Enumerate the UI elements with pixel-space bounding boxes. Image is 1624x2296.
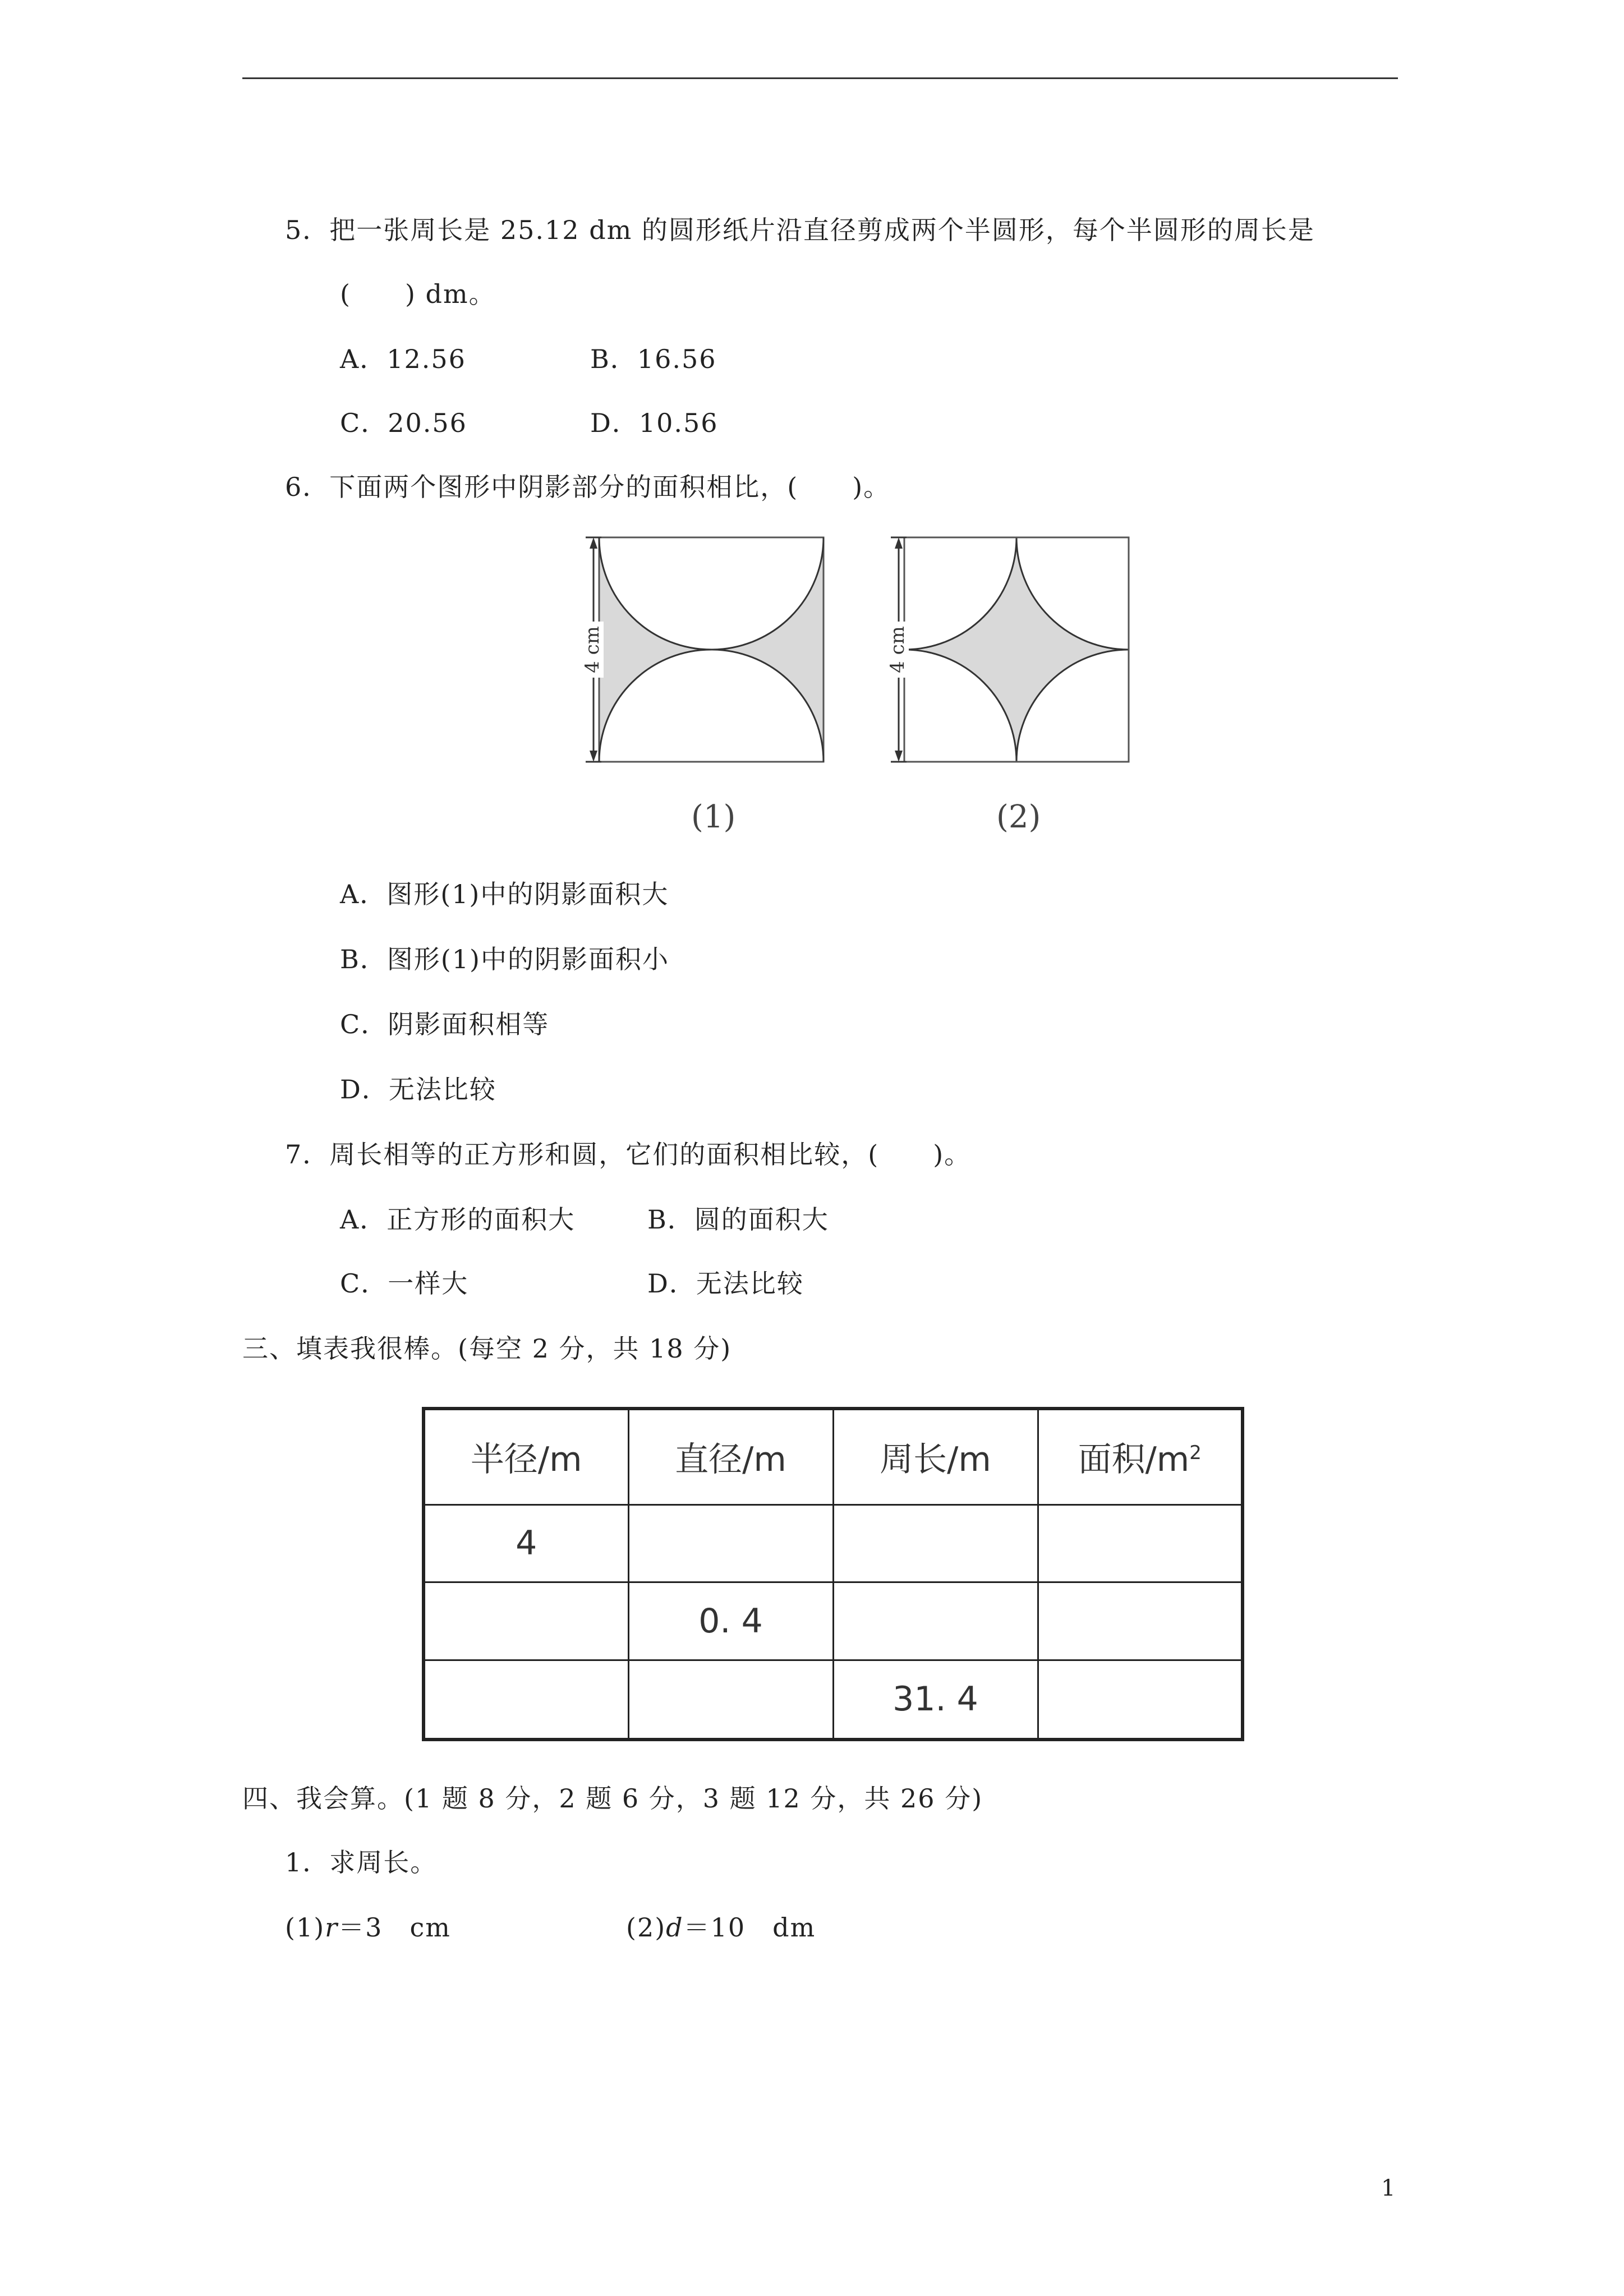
q7-stem: 7．周长相等的正方形和圆，它们的面积相比较，( )。 — [285, 1139, 972, 1170]
q6-option-a[interactable]: A．图形(1)中的阴影面积大 — [340, 879, 669, 909]
section3-heading: 三、填表我很棒。(每空 2 分，共 18 分) — [242, 1333, 732, 1364]
figure-2 — [871, 532, 1140, 767]
q6-stem: 6．下面两个图形中阴影部分的面积相比，( )。 — [285, 472, 891, 502]
sub2-rest: ＝10 dm — [683, 1912, 816, 1943]
sub2-prefix: (2) — [626, 1912, 666, 1943]
sub1-rest: ＝3 cm — [338, 1912, 451, 1943]
table-cell[interactable] — [833, 1582, 1038, 1660]
section4-q1: 1．求周长。 — [285, 1847, 438, 1878]
q5-option-a[interactable]: A．12.56 — [340, 344, 466, 374]
table-cell[interactable] — [1038, 1504, 1243, 1582]
q5-stem-line1: 5．把一张周长是 25.12 dm 的圆形纸片沿直径剪成两个半圆形，每个半圆形的周长是 — [285, 215, 1315, 245]
table-cell[interactable] — [424, 1660, 628, 1740]
circle-table — [422, 1407, 1244, 1741]
table-row — [424, 1660, 1243, 1740]
table-cell[interactable] — [628, 1660, 833, 1740]
header-diameter: 直径/m — [628, 1409, 833, 1504]
table-cell[interactable] — [1038, 1582, 1243, 1660]
q5-stem-line2: ( ) dm。 — [340, 279, 496, 309]
sub1-prefix: (1) — [285, 1912, 325, 1943]
q5-option-b[interactable]: B．16.56 — [590, 344, 717, 374]
section4-heading: 四、我会算。(1 题 8 分，2 题 6 分，3 题 12 分，共 26 分) — [242, 1783, 983, 1814]
header-rule — [242, 77, 1398, 79]
table-row — [424, 1582, 1243, 1660]
header-area — [1038, 1409, 1243, 1504]
q6-option-d[interactable]: D．无法比较 — [340, 1074, 496, 1105]
table-cell[interactable] — [628, 1504, 833, 1582]
figure-2-dim-label: 4 cm — [886, 626, 909, 673]
section4-sub2 — [626, 1911, 816, 1944]
header-area-unit-sup: 2 — [1189, 1442, 1202, 1465]
q7-option-b[interactable]: B．圆的面积大 — [647, 1204, 829, 1235]
q6-option-b[interactable]: B．图形(1)中的阴影面积小 — [340, 944, 669, 974]
table-cell[interactable]: 31. 4 — [833, 1660, 1038, 1740]
page-number: 1 — [1381, 2175, 1396, 2201]
figure-1-caption: (1) — [691, 799, 736, 835]
sub1-var: r — [325, 1912, 339, 1943]
header-area-label: 面积/m — [1078, 1440, 1190, 1480]
table-cell[interactable]: 4 — [424, 1504, 628, 1582]
figure-2-shaded-region — [904, 537, 1129, 762]
q7-option-c[interactable]: C．一样大 — [340, 1268, 469, 1299]
table-cell[interactable] — [424, 1582, 628, 1660]
q7-option-d[interactable]: D．无法比较 — [647, 1268, 804, 1299]
header-circumference: 周长/m — [833, 1409, 1038, 1504]
section4-sub1 — [285, 1911, 451, 1944]
table-cell[interactable]: 0. 4 — [628, 1582, 833, 1660]
table-cell[interactable] — [833, 1504, 1038, 1582]
table-cell[interactable] — [1038, 1660, 1243, 1740]
header-radius: 半径/m — [424, 1409, 628, 1504]
figure-1-dim-label: 4 cm — [581, 626, 604, 673]
table-row — [424, 1504, 1243, 1582]
q5-option-d[interactable]: D．10.56 — [590, 408, 719, 438]
q6-option-c[interactable]: C．阴影面积相等 — [340, 1009, 550, 1039]
table-header-row — [424, 1409, 1243, 1504]
q5-option-c[interactable]: C．20.56 — [340, 408, 467, 438]
q7-option-a[interactable]: A．正方形的面积大 — [340, 1204, 576, 1235]
figure-1 — [565, 532, 835, 767]
figure-2-caption: (2) — [996, 799, 1041, 835]
sub2-var: d — [666, 1912, 684, 1943]
